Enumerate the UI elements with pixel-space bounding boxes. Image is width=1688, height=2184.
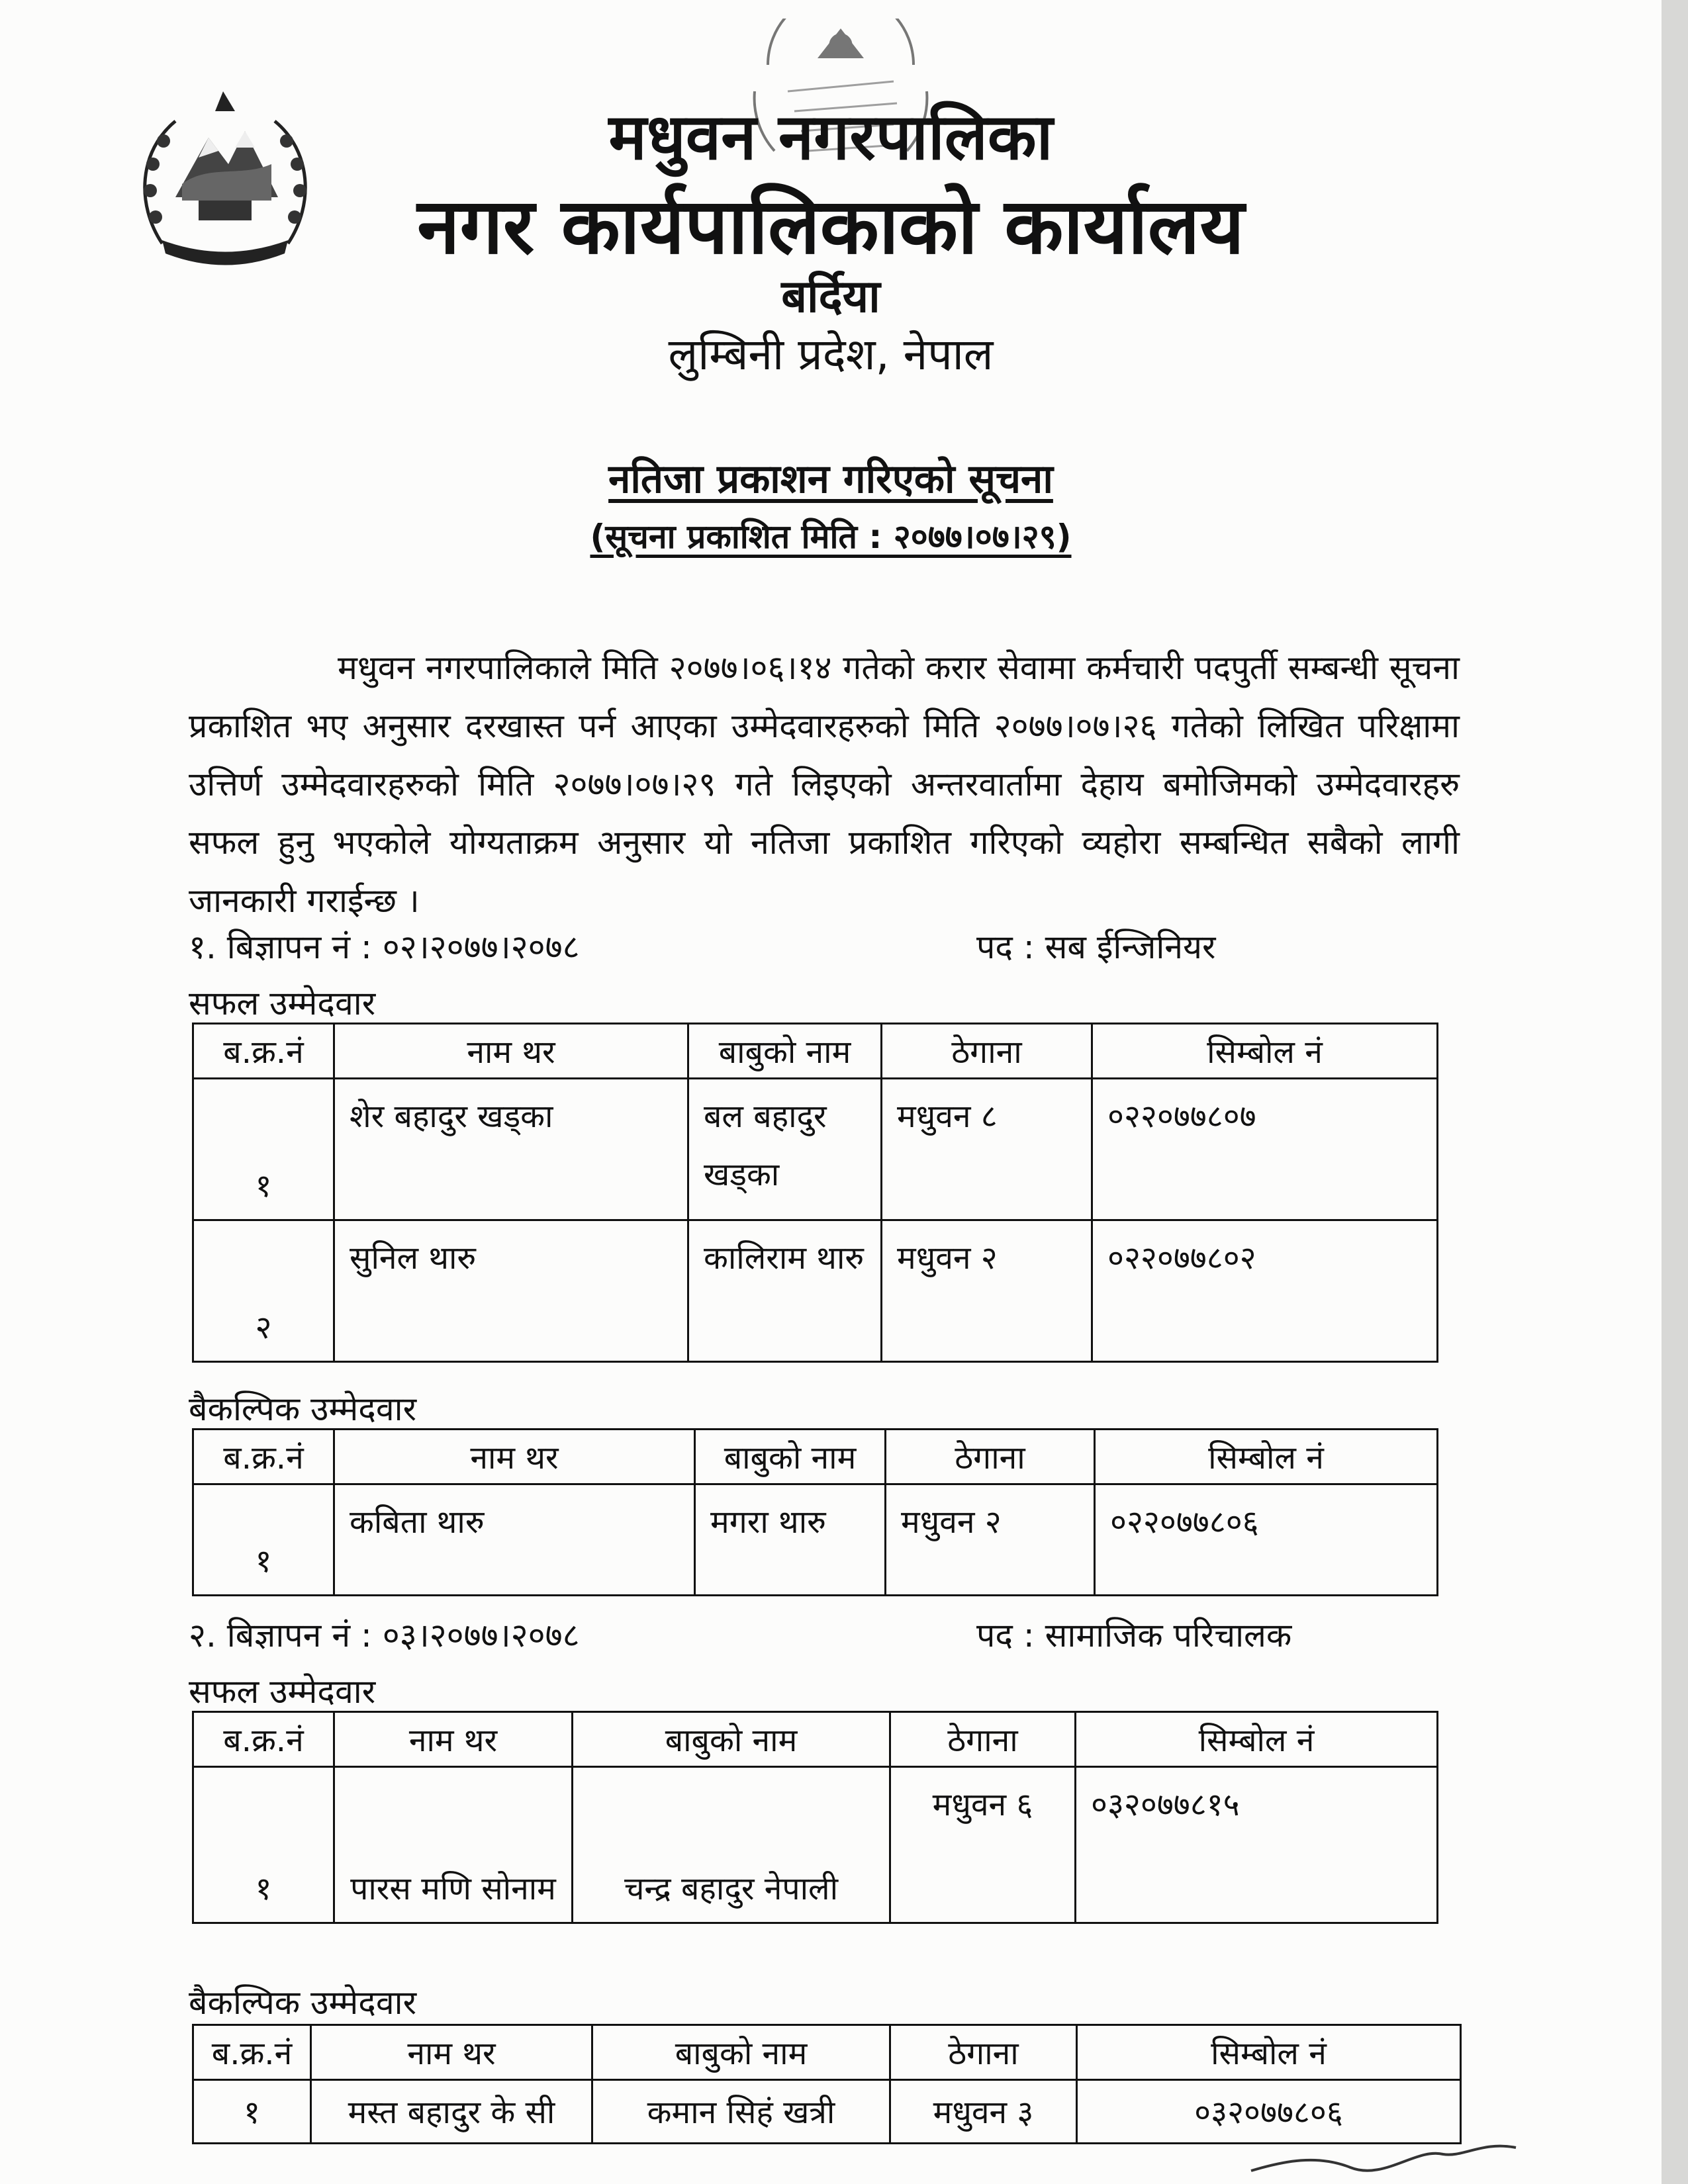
alternate-table-2 [192,2024,1462,2144]
column-header-father: बाबुको नाम [573,1712,890,1767]
father-cell: चन्द्र बहादुर नेपाली [573,1767,890,1923]
serial-cell: १ [193,1079,334,1220]
alternate-table-1 [192,1428,1438,1596]
name-cell: सुनिल थारु [334,1220,688,1362]
column-header-name: नाम थर [334,1430,695,1484]
table-row [193,1767,1438,1923]
page-edge [1662,0,1688,2184]
address-cell: मधुवन २ [886,1484,1095,1596]
symbol-cell: ०२२०७७८०६ [1095,1484,1438,1596]
advertisement-number-1: १. बिज्ञापन नं : ०२।२०७७।२०७८ [189,928,580,966]
father-cell: कमान सिहं खत्री [592,2080,890,2144]
success-table-2 [192,1711,1438,1924]
column-header-name: नाम थर [311,2025,592,2080]
father-cell: कालिराम थारु [688,1220,882,1362]
notice-body: मधुवन नगरपालिकाले मिति २०७७।०६।१४ गतेको करार सेवामा कर्मचारी पदपुर्ती सम्बन्धी सूचना प्रकाशित भए अनुसार दरखास्त पर्न आएका उम्मेदवारहरुको मिति २०७७।०७।२६ गतेको लिखित परिक्षामा उत्तिर्ण उम्मेदवारहरुको मिति २०७७।०७।२९ गते लिइएको अन्तरवार्तामा देहाय बमोजिमको उम्मेदवारहरु सफल हुनु भएकोले योग्यताक्रम अनुसार यो नतिजा प्रकाशित गरिएको व्यहोरा सम्बन्धित सबैको लागी जानकारी गराईन्छ । [189,649,1460,920]
column-header-symbol: सिम्बोल नं [1092,1024,1438,1079]
alternate-candidates-label-2: बैकल्पिक उम्मेदवार [189,1983,417,2022]
table-row [193,1220,1438,1362]
office-name: नगर कार्यपालिकाको कार्यालय [417,182,1244,271]
name-cell: पारस मणि सोनाम [334,1767,573,1923]
notice-published-date: (सूचना प्रकाशित मिति : २०७७।०७।२९) [590,518,1072,556]
column-header-address: ठेगाना [886,1430,1095,1484]
province-name: लुम्बिनी प्रदेश, नेपाल [668,329,994,380]
signature-icon [1244,2134,1523,2181]
table-row [193,1484,1438,1596]
name-cell: कबिता थारु [334,1484,695,1596]
father-cell: मगरा थारु [695,1484,886,1596]
municipality-name: मधुवन नगरपालिका [608,100,1053,174]
post-name-1: पद : सब ईन्जिनियर [976,928,1216,966]
column-header-address: ठेगाना [882,1024,1092,1079]
symbol-cell: ०३२०७७८०६ [1077,2080,1461,2144]
column-header-symbol: सिम्बोल नं [1077,2025,1461,2080]
serial-cell: १ [193,2080,311,2144]
symbol-cell: ०२२०७७८०७ [1092,1079,1438,1220]
address-cell: मधुवन ८ [882,1079,1092,1220]
column-header-father: बाबुको नाम [592,2025,890,2080]
name-cell: मस्त बहादुर के सी [311,2080,592,2144]
name-cell: शेर बहादुर खड्का [334,1079,688,1220]
success-table-1 [192,1023,1438,1363]
alternate-candidates-label-1: बैकल्पिक उम्मेदवार [189,1390,417,1428]
column-header-address: ठेगाना [890,1712,1076,1767]
column-header-father: बाबुको नाम [695,1430,886,1484]
serial-cell: २ [193,1220,334,1362]
column-header-symbol: सिम्बोल नं [1095,1430,1438,1484]
table-row [193,1079,1438,1220]
address-cell: मधुवन ६ [890,1767,1076,1923]
advertisement-number-2: २. बिज्ञापन नं : ०३।२०७७।२०७८ [189,1616,580,1655]
column-header-serial: ब.क्र.नं [193,1024,334,1079]
column-header-serial: ब.क्र.नं [193,1430,334,1484]
father-cell: बल बहादुर खड्का [688,1079,882,1220]
success-candidates-label-1: सफल उम्मेदवार [189,984,376,1023]
notice-title: नतिजा प्रकाशन गरिएको सूचना [608,456,1053,502]
serial-cell: १ [193,1484,334,1596]
post-name-2: पद : सामाजिक परिचालक [976,1616,1292,1655]
symbol-cell: ०२२०७७८०२ [1092,1220,1438,1362]
symbol-cell: ०३२०७७८१५ [1076,1767,1438,1923]
address-cell: मधुवन २ [882,1220,1092,1362]
column-header-serial: ब.क्र.नं [193,1712,334,1767]
column-header-serial: ब.क्र.नं [193,2025,311,2080]
address-cell: मधुवन ३ [890,2080,1077,2144]
column-header-symbol: सिम्बोल नं [1076,1712,1438,1767]
serial-cell: १ [193,1767,334,1923]
column-header-father: बाबुको नाम [688,1024,882,1079]
column-header-address: ठेगाना [890,2025,1077,2080]
column-header-name: नाम थर [334,1024,688,1079]
success-candidates-label-2: सफल उम्मेदवार [189,1672,376,1711]
district-name: बर्दिया [781,271,880,323]
column-header-name: नाम थर [334,1712,573,1767]
